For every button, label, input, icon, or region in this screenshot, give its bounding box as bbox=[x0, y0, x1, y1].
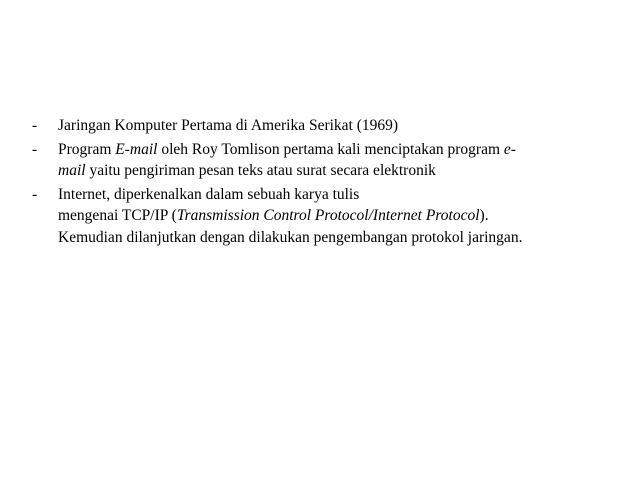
bullet-text: yaitu pengiriman pesan teks atau surat secara elektronik bbox=[85, 162, 436, 179]
bullet-text: oleh Roy Tomlison pertama kali menciptakan program bbox=[157, 140, 504, 158]
bullet-line bbox=[58, 115, 612, 137]
bullet-dash: - bbox=[32, 185, 38, 203]
bullet-line bbox=[58, 184, 612, 206]
bullet-item-email bbox=[32, 139, 612, 182]
bullet-italic-text: E-mail bbox=[115, 140, 158, 158]
bullet-text: Jaringan Komputer Pertama di Amerika Serikat (1969) bbox=[58, 117, 399, 134]
bullet-text: ). bbox=[479, 207, 489, 224]
bullet-dash: - bbox=[32, 117, 38, 134]
bullet-line bbox=[58, 160, 612, 182]
bullet-line bbox=[58, 139, 612, 161]
bullet-item-arpanet bbox=[32, 115, 612, 137]
bullet-text: Program bbox=[58, 140, 116, 158]
bullet-dash: - bbox=[32, 140, 38, 158]
bullet-italic-text: Transmission Control Protocol/Internet Protocol bbox=[176, 207, 480, 224]
bullet-list bbox=[32, 115, 612, 250]
bullet-text: mengenai TCP/IP ( bbox=[58, 207, 177, 224]
bullet-italic-text: e- bbox=[503, 140, 516, 158]
bullet-item-internet bbox=[32, 184, 612, 249]
bullet-line bbox=[58, 205, 612, 227]
bullet-text: Kemudian dilanjutkan dengan dilakukan pengembangan protokol jaringan. bbox=[58, 228, 523, 246]
bullet-line bbox=[58, 227, 612, 249]
bullet-italic-text: mail bbox=[58, 162, 86, 179]
bullet-text: Internet, diperkenalkan dalam sebuah karya tulis bbox=[58, 185, 360, 203]
